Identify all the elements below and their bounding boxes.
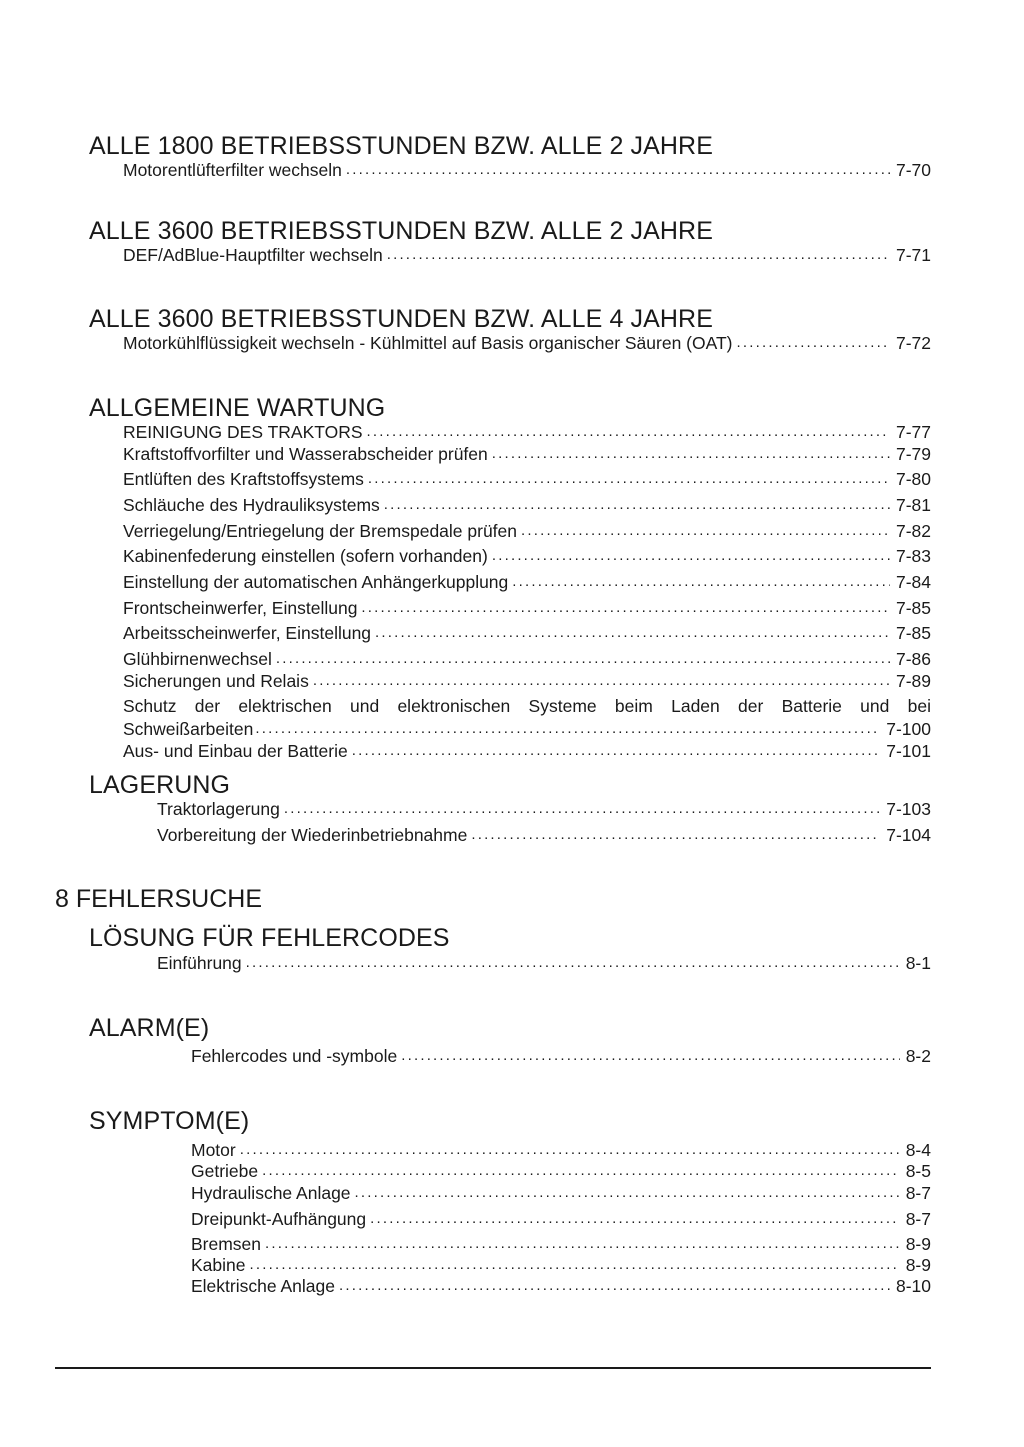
toc-entry[interactable] [191, 1209, 931, 1229]
toc-entry-title: Kabinenfederung einstellen (sofern vorhanden) [123, 546, 488, 566]
toc-entry[interactable] [191, 1255, 931, 1275]
toc-entry-page: 7-104 [886, 825, 931, 845]
leader-dots [262, 1161, 900, 1181]
toc-entry-page: 8-10 [895, 1276, 931, 1296]
leader-dots [361, 598, 890, 618]
toc-entry[interactable] [123, 333, 931, 353]
section-heading: SYMPTOM(E) [89, 1107, 250, 1135]
toc-entry-title: Kabine [191, 1255, 246, 1275]
toc-entry-page: 7-70 [895, 160, 931, 180]
toc-entry-title: Arbeitsscheinwerfer, Einstellung [123, 623, 372, 643]
leader-dots [265, 1234, 900, 1254]
toc-entry-page: 7-83 [895, 546, 931, 566]
toc-entry-title: REINIGUNG DES TRAKTORS [123, 422, 363, 442]
toc-entry-title: Hydraulische Anlage [191, 1183, 351, 1203]
toc-entry-page: 7-86 [895, 649, 931, 669]
section-heading: LÖSUNG FÜR FEHLERCODES [89, 924, 450, 952]
leader-dots [521, 521, 890, 541]
toc-entry-title: Kraftstoffvorfilter und Wasserabscheider prüfen [123, 444, 488, 464]
toc-entry-title: Traktorlagerung [157, 799, 280, 819]
toc-entry[interactable] [123, 719, 931, 739]
chapter-heading: 8 FEHLERSUCHE [55, 885, 262, 913]
toc-entry[interactable] [123, 671, 931, 691]
toc-entry[interactable] [123, 572, 931, 592]
toc-entry-title: Frontscheinwerfer, Einstellung [123, 598, 358, 618]
toc-entry-page: 7-103 [886, 799, 931, 819]
leader-dots [367, 422, 890, 442]
leader-dots [370, 1209, 900, 1229]
toc-entry-page: 7-85 [895, 598, 931, 618]
toc-entry-multiline-title[interactable]: Schutz der elektrischen und elektronischen Systeme beim Laden der Batterie und bei [123, 696, 931, 716]
toc-entry[interactable] [123, 546, 931, 566]
toc-entry[interactable] [123, 741, 931, 761]
toc-entry-page: 7-72 [895, 333, 931, 353]
toc-entry-title: Motorkühlflüssigkeit wechseln - Kühlmittel auf Basis organischer Säuren (OAT) [123, 333, 733, 353]
toc-entry[interactable] [123, 160, 931, 180]
leader-dots [313, 671, 890, 691]
leader-dots [401, 1046, 899, 1066]
leader-dots [512, 572, 890, 592]
section-heading: ALLE 3600 BETRIEBSSTUNDEN BZW. ALLE 4 JAHRE [89, 305, 713, 333]
toc-entry[interactable] [191, 1183, 931, 1203]
toc-entry[interactable] [123, 469, 931, 489]
toc-entry-title: Fehlercodes und -symbole [191, 1046, 398, 1066]
toc-entry-page: 7-89 [895, 671, 931, 691]
toc-entry-page: 7-101 [886, 741, 931, 761]
leader-dots [250, 1255, 900, 1275]
leader-dots [737, 333, 890, 353]
toc-entry[interactable] [123, 422, 931, 442]
leader-dots [339, 1276, 890, 1296]
toc-entry-page: 7-81 [895, 495, 931, 515]
toc-entry-title: Einführung [157, 953, 242, 973]
toc-entry[interactable] [123, 598, 931, 618]
toc-entry-page: 8-1 [905, 953, 931, 973]
toc-entry-title: Bremsen [191, 1234, 262, 1254]
leader-dots [384, 495, 890, 515]
section-heading: ALLE 3600 BETRIEBSSTUNDEN BZW. ALLE 2 JAHRE [89, 217, 713, 245]
toc-entry[interactable] [157, 825, 931, 845]
toc-entry[interactable] [123, 521, 931, 541]
toc-entry-page: 8-2 [905, 1046, 931, 1066]
leader-dots [492, 546, 890, 566]
leader-dots [375, 623, 890, 643]
toc-entry[interactable] [191, 1140, 931, 1160]
toc-entry-title: Motorentlüfterfilter wechseln [123, 160, 342, 180]
toc-entry-page: 7-77 [895, 422, 931, 442]
toc-entry-title: Sicherungen und Relais [123, 671, 309, 691]
toc-entry-page: 7-80 [895, 469, 931, 489]
leader-dots [492, 444, 890, 464]
leader-dots [255, 719, 880, 739]
toc-entry[interactable] [123, 444, 931, 464]
toc-entry-page: 8-4 [905, 1140, 931, 1160]
toc-entry-page: 7-79 [895, 444, 931, 464]
toc-entry-page: 7-100 [886, 719, 931, 739]
leader-dots [355, 1183, 900, 1203]
section-heading: LAGERUNG [89, 771, 231, 799]
toc-entry-page: 8-7 [905, 1209, 931, 1229]
section-heading: ALARM(E) [89, 1014, 210, 1042]
leader-dots [471, 825, 880, 845]
toc-entry[interactable] [157, 799, 931, 819]
leader-dots [352, 741, 881, 761]
toc-entry[interactable] [191, 1234, 931, 1254]
toc-entry-page: 8-9 [905, 1234, 931, 1254]
toc-entry-title: Entlüften des Kraftstoffsystems [123, 469, 364, 489]
toc-entry-title: Einstellung der automatischen Anhängerkupplung [123, 572, 509, 592]
toc-entry[interactable] [191, 1276, 931, 1296]
leader-dots [284, 799, 880, 819]
section-heading: ALLE 1800 BETRIEBSSTUNDEN BZW. ALLE 2 JAHRE [89, 132, 713, 160]
toc-entry-title: Motor [191, 1140, 236, 1160]
leader-dots [240, 1140, 900, 1160]
toc-entry[interactable] [123, 623, 931, 643]
toc-entry-title: DEF/AdBlue-Hauptfilter wechseln [123, 245, 383, 265]
toc-entry-title: Vorbereitung der Wiederinbetriebnahme [157, 825, 468, 845]
toc-entry-page: 8-9 [905, 1255, 931, 1275]
toc-entry[interactable] [157, 953, 931, 973]
toc-entry-title: Dreipunkt-Aufhängung [191, 1209, 367, 1229]
toc-entry-page: 7-85 [895, 623, 931, 643]
toc-entry[interactable] [123, 245, 931, 265]
toc-entry[interactable] [191, 1161, 931, 1181]
toc-entry-page: 8-5 [905, 1161, 931, 1181]
leader-dots [246, 953, 900, 973]
footer-rule [55, 1367, 931, 1369]
toc-entry-title: Verriegelung/Entriegelung der Bremspedale prüfen [123, 521, 518, 541]
toc-entry[interactable] [191, 1046, 931, 1066]
toc-entry-title: Glühbirnenwechsel [123, 649, 272, 669]
toc-entry-page: 8-7 [905, 1183, 931, 1203]
toc-entry-page: 7-84 [895, 572, 931, 592]
leader-dots [387, 245, 890, 265]
leader-dots [368, 469, 890, 489]
toc-entry-title: Elektrische Anlage [191, 1276, 335, 1296]
toc-entry-title: Schläuche des Hydrauliksystems [123, 495, 380, 515]
toc-entry-page: 7-71 [895, 245, 931, 265]
section-heading: ALLGEMEINE WARTUNG [89, 394, 386, 422]
toc-entry-page: 7-82 [895, 521, 931, 541]
toc-entry-title: Aus- und Einbau der Batterie [123, 741, 348, 761]
toc-entry[interactable] [123, 649, 931, 669]
toc-entry[interactable] [123, 495, 931, 515]
toc-entry-title: Schweißarbeiten [123, 719, 254, 739]
toc-entry-title: Getriebe [191, 1161, 259, 1181]
leader-dots [276, 649, 890, 669]
leader-dots [346, 160, 890, 180]
